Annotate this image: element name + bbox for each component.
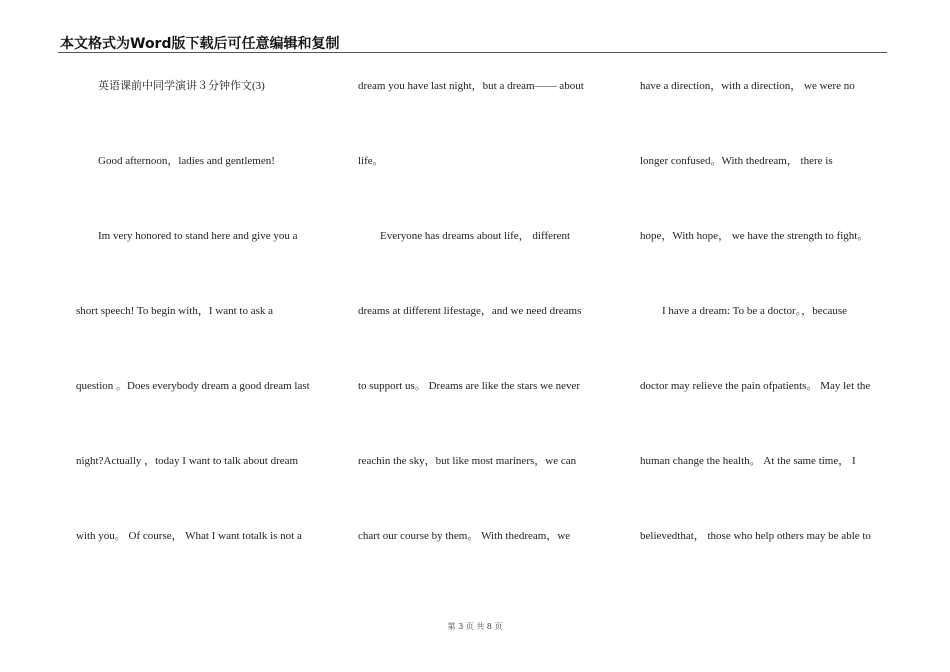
text-line: to support us。 Dreams are like the stars we never: [358, 380, 581, 392]
text-line: night?Actually ，today I want to talk about dream: [76, 455, 299, 467]
text-line: Good afternoon，ladies and gentlemen!: [76, 155, 275, 167]
text-column-2: [358, 78, 620, 603]
text-column-1: [76, 78, 338, 603]
text-column-3: [640, 78, 902, 603]
text-line: I have a dream: To be a doctor。，because: [640, 305, 848, 317]
text-line: Everyone has dreams about life， different: [358, 230, 571, 242]
text-line: reachin the sky，but like most mariners，we can: [358, 455, 577, 467]
text-line: chart our course by them。 With thedream，we: [358, 530, 571, 542]
text-line: doctor may relieve the pain ofpatients。 May let the: [640, 380, 871, 392]
header-divider: [58, 52, 887, 53]
text-line: life。: [358, 155, 384, 167]
text-line: question 。Does everybody dream a good dream last: [76, 380, 310, 392]
text-line: human change the health。 At the same time， I: [640, 455, 856, 467]
document-header-title: 本文格式为Word版下载后可任意编辑和复制: [60, 36, 340, 52]
text-line: dream you have last night，but a dream—— about: [358, 80, 584, 92]
page-number-footer: 第 3 页 共 8 页: [447, 622, 503, 631]
text-line: longer confused。With thedream， there is: [640, 155, 833, 167]
text-line: short speech! To begin with，I want to ask a: [76, 305, 273, 317]
text-line: have a direction，with a direction， we were no: [640, 80, 855, 92]
text-line: 英语课前中同学演讲３分钟作文(3): [76, 80, 265, 92]
text-line: dreams at different lifestage，and we need dreams: [358, 305, 582, 317]
text-line: with you。 Of course， What I want totalk is not a: [76, 530, 302, 542]
text-line: hope，With hope， we have the strength to fight。: [640, 230, 869, 242]
text-line: believedthat， those who help others may be able to: [640, 530, 871, 542]
text-line: Im very honored to stand here and give you a: [76, 230, 298, 242]
